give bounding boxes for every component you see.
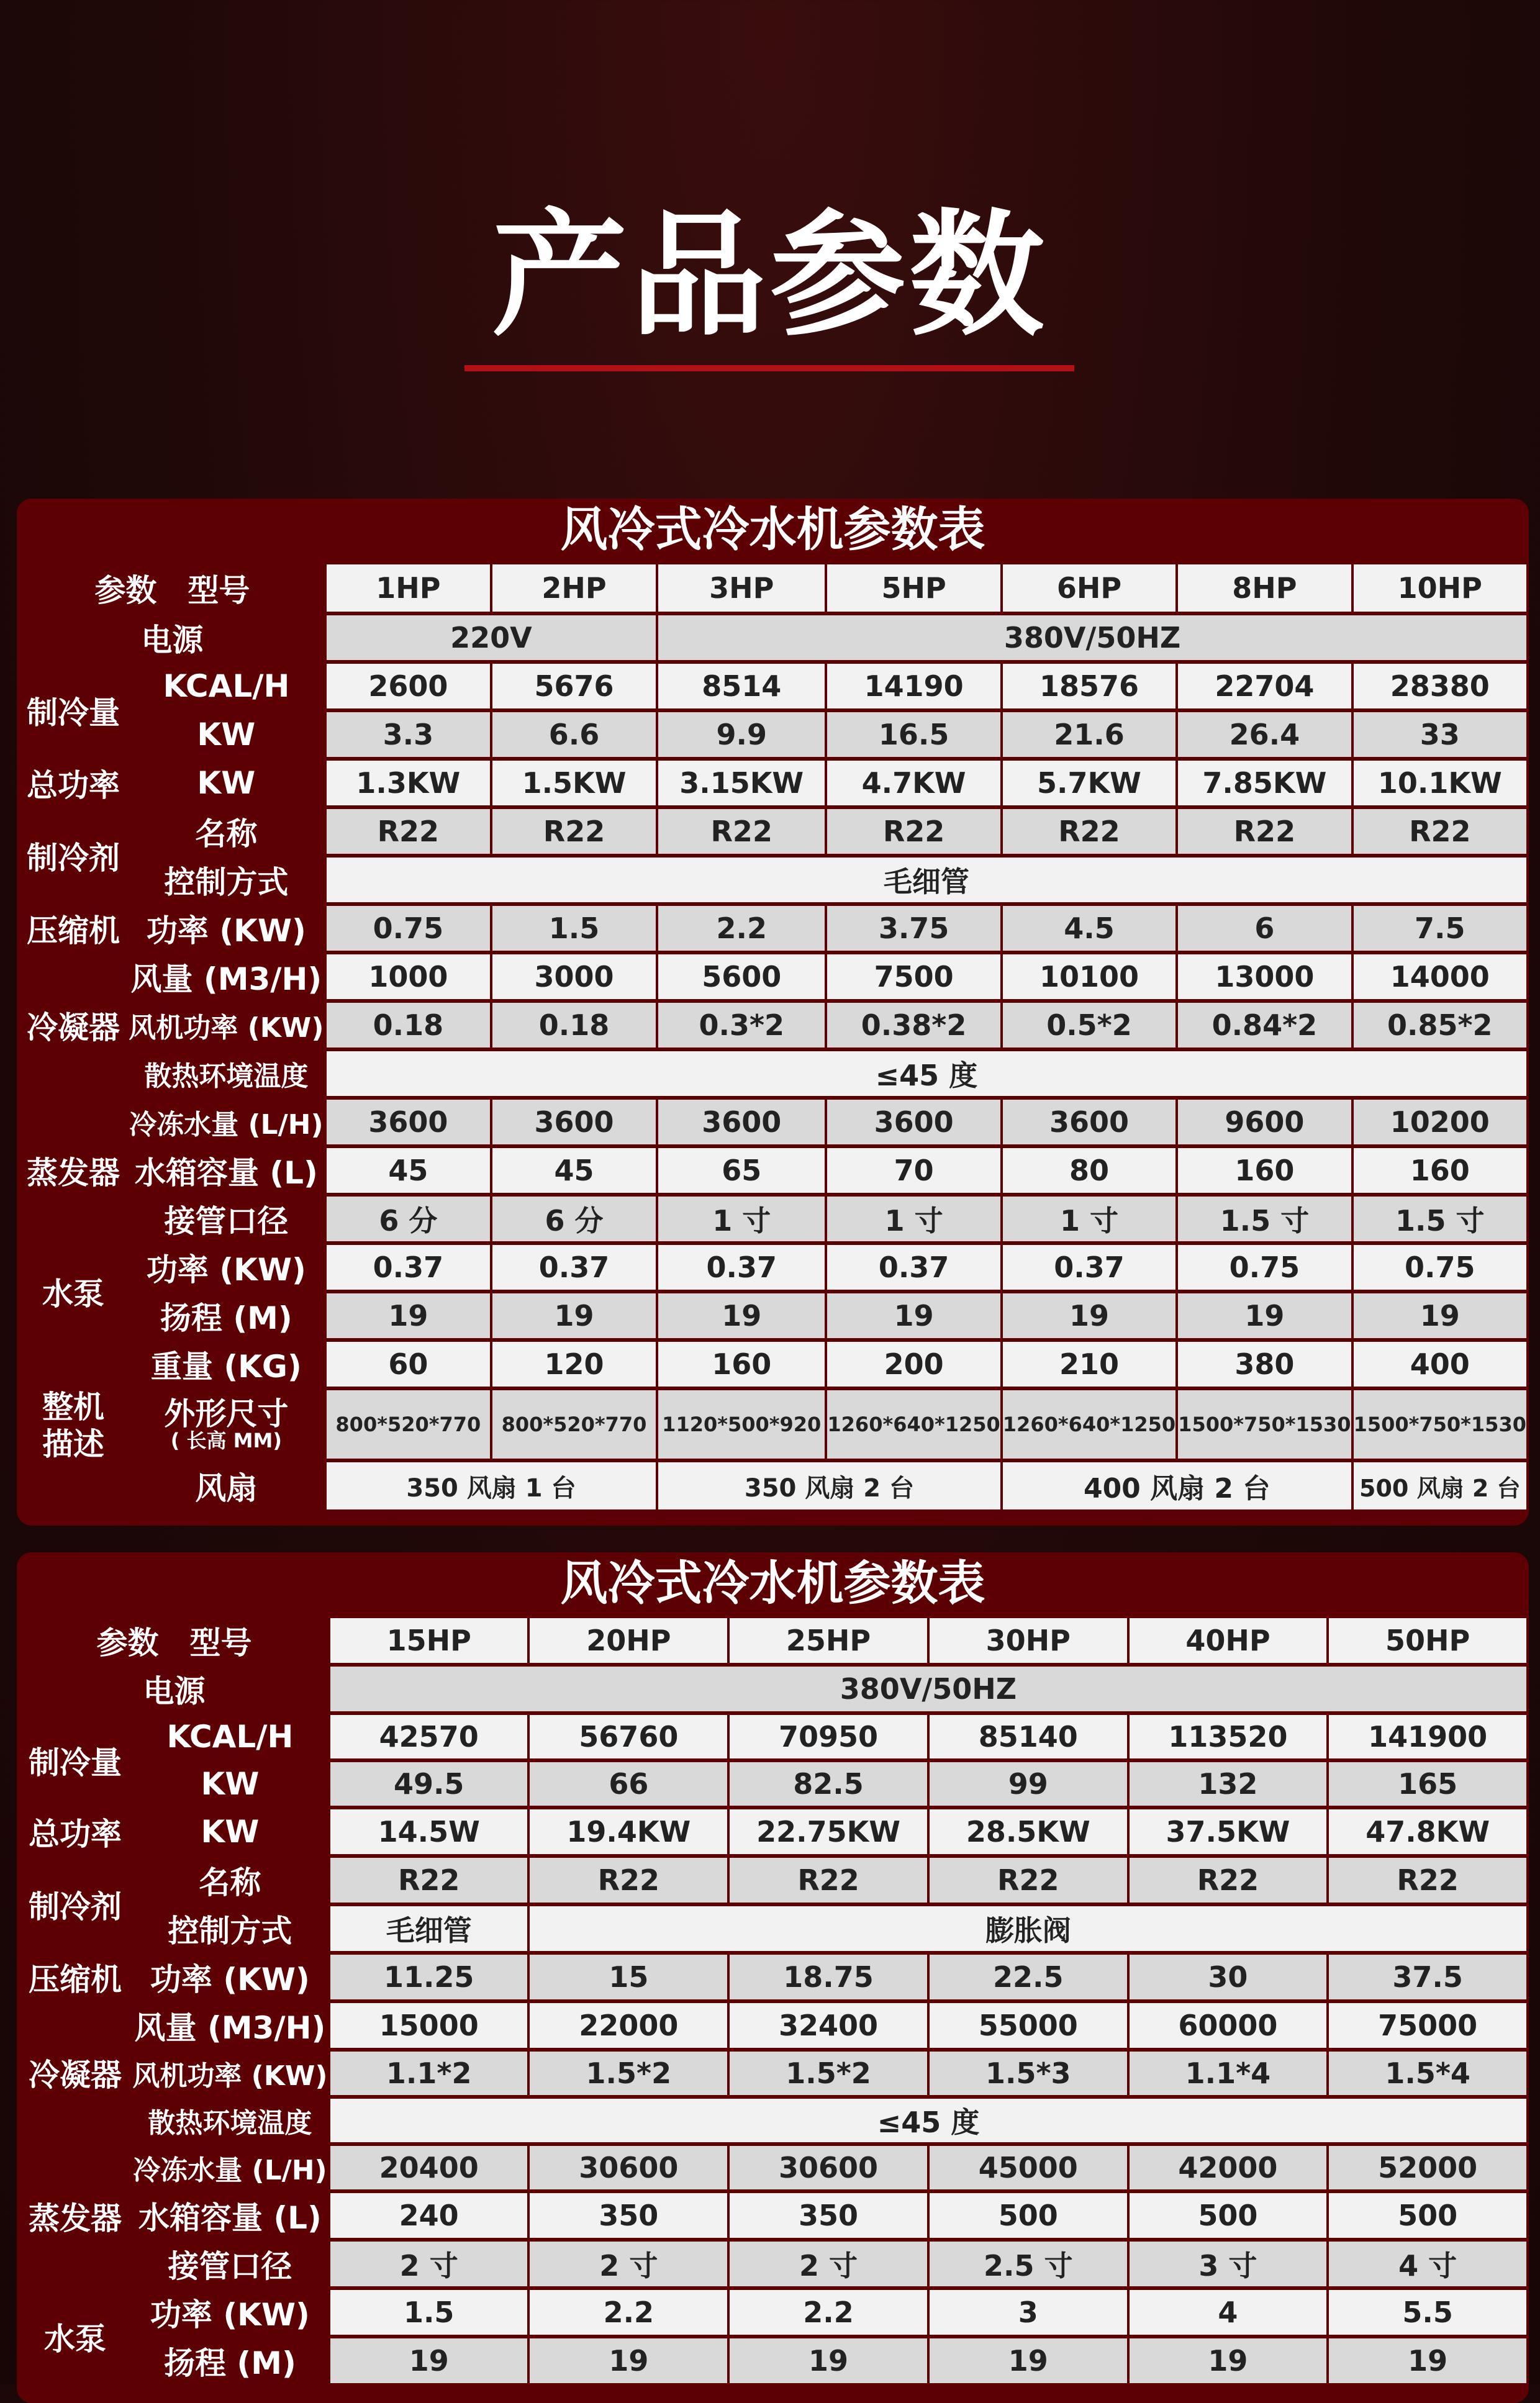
cell: 2.2 (730, 2290, 927, 2335)
cell: 1000 (327, 954, 490, 999)
table-row (20, 1715, 1526, 1758)
cell: 141900 (1329, 1715, 1526, 1758)
cell: 5.5 (1329, 2290, 1526, 2335)
cell: 1.5 (330, 2290, 528, 2335)
cell: 1.1*2 (330, 2052, 528, 2095)
cell: 19 (1354, 1293, 1526, 1338)
cell: 3.75 (827, 906, 1000, 951)
cell: 3600 (658, 1100, 825, 1144)
cell: 6 (1178, 906, 1351, 951)
cell: 350 风扇 1 台 (327, 1462, 656, 1509)
dim-label: 外形尺寸 (164, 1396, 289, 1432)
model-header: 3HP (658, 564, 825, 612)
table-row (20, 1858, 1526, 1903)
table-row (20, 2242, 1526, 2286)
table-row (20, 2193, 1526, 2238)
cell: 0.84*2 (1178, 1003, 1351, 1048)
cell: 1260*640*1250 (1003, 1390, 1175, 1459)
cell: R22 (1178, 809, 1351, 854)
cell: 350 (530, 2193, 727, 2238)
table-row (20, 615, 1526, 660)
cell: 70950 (730, 1715, 927, 1758)
table-row (20, 1462, 1526, 1509)
cell: 19 (930, 2338, 1127, 2383)
cell: 0.75 (1178, 1245, 1351, 1290)
cell: 400 风扇 2 台 (1003, 1462, 1351, 1509)
cell: 6 分 (492, 1197, 656, 1241)
row-label: 风机功率 (KW) (129, 1003, 324, 1048)
spec-table-1 (17, 499, 1529, 1526)
table-row (20, 906, 1526, 951)
cell: 66 (530, 1762, 727, 1806)
cell: 14.5W (330, 1809, 528, 1854)
cell: 45000 (930, 2146, 1127, 2189)
table-row (20, 1906, 1526, 1951)
cell: R22 (330, 1858, 528, 1903)
row-label: 水箱容量 (L) (129, 1148, 324, 1193)
cell: 75000 (1329, 2003, 1526, 2048)
row-label: 水箱容量 (L) (132, 2193, 328, 2238)
cell: 18576 (1003, 664, 1175, 708)
table-row (20, 1245, 1526, 1290)
cell: 19 (827, 1293, 1000, 1338)
cell: 85140 (930, 1715, 1127, 1758)
cell: ≤45 度 (327, 1051, 1526, 1096)
cell: 55000 (930, 2003, 1127, 2048)
row-label: KCAL/H (132, 1715, 328, 1758)
cell: 5676 (492, 664, 656, 708)
cell: 37.5KW (1130, 1809, 1327, 1854)
cell: 19 (730, 2338, 927, 2383)
model-header: 40HP (1130, 1618, 1327, 1663)
cell: 60 (327, 1342, 490, 1387)
row-label: 冷冻水量 (L/H) (132, 2146, 328, 2189)
cell: 113520 (1130, 1715, 1327, 1758)
model-header: 1HP (327, 564, 490, 612)
group-label-pump: 水泵 (20, 2290, 130, 2383)
cell: 19 (658, 1293, 825, 1338)
row-label-total-power: 总功率 (20, 761, 126, 805)
group-label-machine (20, 1342, 126, 1509)
cell: 350 风扇 2 台 (658, 1462, 1000, 1509)
row-label: 散热环境温度 (129, 1051, 324, 1096)
cell: 33 (1354, 712, 1526, 757)
table-row (20, 564, 1526, 612)
row-label: KCAL/H (129, 664, 324, 708)
cell: 1.5KW (492, 761, 656, 805)
cell: 0.75 (327, 906, 490, 951)
cell: 21.6 (1003, 712, 1175, 757)
table-row (20, 1100, 1526, 1144)
cell: 28.5KW (930, 1809, 1127, 1854)
table-row (20, 1148, 1526, 1193)
spec-table-2 (17, 1552, 1529, 2403)
table-row (20, 712, 1526, 757)
cell: 19 (1178, 1293, 1351, 1338)
model-header: 15HP (330, 1618, 528, 1663)
cell: 9.9 (658, 712, 825, 757)
cell: 6 分 (327, 1197, 490, 1241)
cell: 1.3KW (327, 761, 490, 805)
cell: 42000 (1130, 2146, 1327, 2189)
cell: 1260*640*1250 (827, 1390, 1000, 1459)
cell: 800*520*770 (327, 1390, 490, 1459)
cell: 132 (1130, 1762, 1327, 1806)
cell: 毛细管 (327, 858, 1526, 902)
cell: 45 (492, 1148, 656, 1193)
cell: 3.3 (327, 712, 490, 757)
row-label: 风量 (M3/H) (132, 2003, 328, 2048)
model-header: 50HP (1329, 1618, 1526, 1663)
cell: 1.5*2 (530, 2052, 727, 2095)
cell: 30600 (730, 2146, 927, 2189)
table-row (20, 1618, 1526, 1663)
cell: 19.4KW (530, 1809, 727, 1854)
cell: 120 (492, 1342, 656, 1387)
cell: 14190 (827, 664, 1000, 708)
row-label-power: 电源 (20, 615, 324, 660)
cell: 4.5 (1003, 906, 1175, 951)
cell: 4 (1130, 2290, 1327, 2335)
cell: 220V (327, 615, 656, 660)
row-label: 接管口径 (132, 2242, 328, 2286)
model-header: 30HP (930, 1618, 1127, 1663)
cell: 380 (1178, 1342, 1351, 1387)
row-label: 冷冻水量 (L/H) (129, 1100, 324, 1144)
corner-label: 参数 型号 (20, 564, 324, 612)
row-label: 扬程 (M) (129, 1293, 324, 1338)
cell: 7500 (827, 954, 1000, 999)
model-header: 5HP (827, 564, 1000, 612)
cell: 1120*500*920 (658, 1390, 825, 1459)
table-row (20, 1293, 1526, 1338)
cell: 500 风扇 2 台 (1354, 1462, 1526, 1509)
row-label: KW (129, 712, 324, 757)
model-header: 20HP (530, 1618, 727, 1663)
row-label: 风机功率 (KW) (132, 2052, 328, 2095)
cell: 0.18 (492, 1003, 656, 1048)
cell: R22 (658, 809, 825, 854)
cell: 18.75 (730, 1955, 927, 1999)
cell: 3000 (492, 954, 656, 999)
cell: 160 (1178, 1148, 1351, 1193)
group-label-evaporator: 蒸发器 (20, 2146, 130, 2286)
cell: 19 (1329, 2338, 1526, 2383)
row-label: 重量 (KG) (129, 1342, 324, 1387)
cell: 7.5 (1354, 906, 1526, 951)
cell: 28380 (1354, 664, 1526, 708)
row-label: 控制方式 (129, 858, 324, 902)
cell: 99 (930, 1762, 1127, 1806)
row-label: KW (132, 1762, 328, 1806)
cell: 80 (1003, 1148, 1175, 1193)
cell: 11.25 (330, 1955, 528, 1999)
cell: 49.5 (330, 1762, 528, 1806)
cell: 14000 (1354, 954, 1526, 999)
cell: 1500*750*1530 (1354, 1390, 1526, 1459)
cell: 82.5 (730, 1762, 927, 1806)
cell: 2.2 (530, 2290, 727, 2335)
cell: 22.5 (930, 1955, 1127, 1999)
dim-sub-label: ( 长高 MM) (170, 1429, 282, 1452)
row-label: 功率 (KW) (132, 1955, 328, 1999)
cell: 9600 (1178, 1100, 1351, 1144)
cell: 1 寸 (658, 1197, 825, 1241)
cell: 3600 (827, 1100, 1000, 1144)
cell: 160 (1354, 1148, 1526, 1193)
cell: 15000 (330, 2003, 528, 2048)
table-row (20, 2003, 1526, 2048)
table-row (20, 2338, 1526, 2383)
group-label-condenser: 冷凝器 (20, 954, 126, 1096)
cell: 500 (1329, 2193, 1526, 2238)
cell: 1 寸 (1003, 1197, 1175, 1241)
cell: 1.1*4 (1130, 2052, 1327, 2095)
cell: 380V/50HZ (658, 615, 1526, 660)
cell: 3 寸 (1130, 2242, 1327, 2286)
cell: 200 (827, 1342, 1000, 1387)
row-label: 功率 (KW) (132, 2290, 328, 2335)
row-label: 接管口径 (129, 1197, 324, 1241)
cell: 0.85*2 (1354, 1003, 1526, 1048)
cell: 8514 (658, 664, 825, 708)
cell: 1.5 寸 (1178, 1197, 1351, 1241)
cell: 20400 (330, 2146, 528, 2189)
cell: 3.15KW (658, 761, 825, 805)
cell: 165 (1329, 1762, 1526, 1806)
cell: R22 (827, 809, 1000, 854)
corner-label: 参数 型号 (20, 1618, 328, 1663)
cell: 0.37 (492, 1245, 656, 1290)
cell: 19 (1003, 1293, 1175, 1338)
cell: 0.37 (1003, 1245, 1175, 1290)
cell: 380V/50HZ (330, 1667, 1526, 1711)
cell: 19 (1130, 2338, 1327, 2383)
row-label: 风扇 (129, 1462, 324, 1509)
cell: 30600 (530, 2146, 727, 2189)
cell: 500 (930, 2193, 1127, 2238)
cell: 7.85KW (1178, 761, 1351, 805)
cell: 22000 (530, 2003, 727, 2048)
model-header: 6HP (1003, 564, 1175, 612)
row-label-compressor: 压缩机 (20, 1955, 130, 1999)
row-label-power: 电源 (20, 1667, 328, 1711)
cell: 4.7KW (827, 761, 1000, 805)
cell: 160 (658, 1342, 825, 1387)
cell: 10.1KW (1354, 761, 1526, 805)
cell: 10100 (1003, 954, 1175, 999)
cell: 6.6 (492, 712, 656, 757)
cell: 240 (330, 2193, 528, 2238)
table-row (20, 1197, 1526, 1241)
table-row (20, 1809, 1526, 1854)
cell: 56760 (530, 1715, 727, 1758)
row-label: 控制方式 (132, 1906, 328, 1951)
table-heading: 风冷式冷水机参数表 (17, 499, 1529, 561)
cell: 47.8KW (1329, 1809, 1526, 1854)
table-row (20, 761, 1526, 805)
model-header: 10HP (1354, 564, 1526, 612)
cell: 2600 (327, 664, 490, 708)
cell: 16.5 (827, 712, 1000, 757)
table-row (20, 2052, 1526, 2095)
row-label-compressor: 压缩机 (20, 906, 126, 951)
cell: 10200 (1354, 1100, 1526, 1144)
model-header: 2HP (492, 564, 656, 612)
cell: 0.37 (827, 1245, 1000, 1290)
table-row (20, 1051, 1526, 1096)
cell: 70 (827, 1148, 1000, 1193)
cell: 52000 (1329, 2146, 1526, 2189)
table-row (20, 1955, 1526, 1999)
model-header: 8HP (1178, 564, 1351, 612)
row-label: 风量 (M3/H) (129, 954, 324, 999)
cell: 2 寸 (530, 2242, 727, 2286)
spec-grid (18, 561, 1529, 1513)
cell: 32400 (730, 2003, 927, 2048)
cell: 2.2 (658, 906, 825, 951)
cell: 800*520*770 (492, 1390, 656, 1459)
cell: R22 (1329, 1858, 1526, 1903)
cell: 400 (1354, 1342, 1526, 1387)
model-header: 25HP (730, 1618, 927, 1663)
cell: 3600 (1003, 1100, 1175, 1144)
table-row (20, 1390, 1526, 1459)
cell: R22 (492, 809, 656, 854)
table-row (20, 1667, 1526, 1711)
group-label-refrigerant: 制冷剂 (20, 809, 126, 902)
cell: 13000 (1178, 954, 1351, 999)
group-label-cooling: 制冷量 (20, 1715, 130, 1806)
table-row (20, 1342, 1526, 1387)
cell: 65 (658, 1148, 825, 1193)
table-heading: 风冷式冷水机参数表 (17, 1552, 1529, 1614)
row-label: KW (132, 1809, 328, 1854)
cell: 22.75KW (730, 1809, 927, 1854)
cell: 30 (1130, 1955, 1327, 1999)
table-row (20, 858, 1526, 902)
cell: 3600 (327, 1100, 490, 1144)
cell: 2 寸 (330, 2242, 528, 2286)
cell: 1500*750*1530 (1178, 1390, 1351, 1459)
table-row (20, 2290, 1526, 2335)
cell: 0.37 (327, 1245, 490, 1290)
table-row (20, 664, 1526, 708)
cell: R22 (327, 809, 490, 854)
cell: 5.7KW (1003, 761, 1175, 805)
cell: R22 (1130, 1858, 1327, 1903)
cell: R22 (930, 1858, 1127, 1903)
page-title: 产品参数 (492, 197, 1048, 355)
group-label-pump: 水泵 (20, 1245, 126, 1338)
machine-label-line-1: 整机 (42, 1389, 104, 1425)
table-row (20, 1762, 1526, 1806)
row-label: 扬程 (M) (132, 2338, 328, 2383)
cell: 42570 (330, 1715, 528, 1758)
cell: 0.38*2 (827, 1003, 1000, 1048)
cell: R22 (1354, 809, 1526, 854)
row-label-dimensions (129, 1390, 324, 1459)
cell: 2 寸 (730, 2242, 927, 2286)
cell: 0.5*2 (1003, 1003, 1175, 1048)
cell: 19 (492, 1293, 656, 1338)
cell: 膨胀阀 (530, 1906, 1526, 1951)
cell: 19 (530, 2338, 727, 2383)
cell: 26.4 (1178, 712, 1351, 757)
cell: R22 (530, 1858, 727, 1903)
table-row (20, 2099, 1526, 2142)
cell: 1.5*3 (930, 2052, 1127, 2095)
cell: 5600 (658, 954, 825, 999)
cell: 3600 (492, 1100, 656, 1144)
cell: 毛细管 (330, 1906, 528, 1951)
cell: 210 (1003, 1342, 1175, 1387)
cell: 37.5 (1329, 1955, 1526, 1999)
cell: 1.5*2 (730, 2052, 927, 2095)
cell: 15 (530, 1955, 727, 1999)
row-label: 名称 (132, 1858, 328, 1903)
cell: 1 寸 (827, 1197, 1000, 1241)
table-row (20, 954, 1526, 999)
cell: 3 (930, 2290, 1127, 2335)
spec-grid (18, 1614, 1529, 2387)
cell: ≤45 度 (330, 2099, 1526, 2142)
cell: 350 (730, 2193, 927, 2238)
cell: 1.5 (492, 906, 656, 951)
row-label: 功率 (KW) (129, 906, 324, 951)
title-underline (464, 365, 1074, 371)
group-label-cooling: 制冷量 (20, 664, 126, 757)
cell: 19 (330, 2338, 528, 2383)
cell: 2.5 寸 (930, 2242, 1127, 2286)
row-label: 名称 (129, 809, 324, 854)
cell: R22 (1003, 809, 1175, 854)
cell: 22704 (1178, 664, 1351, 708)
table-row (20, 809, 1526, 854)
group-label-refrigerant: 制冷剂 (20, 1858, 130, 1951)
row-label: KW (129, 761, 324, 805)
cell: 1.5 寸 (1354, 1197, 1526, 1241)
cell: 500 (1130, 2193, 1327, 2238)
group-label-evaporator: 蒸发器 (20, 1100, 126, 1241)
cell: 0.75 (1354, 1245, 1526, 1290)
cell: 4 寸 (1329, 2242, 1526, 2286)
table-row (20, 1003, 1526, 1048)
group-label-condenser: 冷凝器 (20, 2003, 130, 2142)
cell: 0.37 (658, 1245, 825, 1290)
cell: 0.18 (327, 1003, 490, 1048)
cell: 45 (327, 1148, 490, 1193)
cell: 0.3*2 (658, 1003, 825, 1048)
row-label: 功率 (KW) (129, 1245, 324, 1290)
cell: R22 (730, 1858, 927, 1903)
cell: 60000 (1130, 2003, 1327, 2048)
row-label: 散热环境温度 (132, 2099, 328, 2142)
machine-label-line-2: 描述 (42, 1426, 104, 1462)
row-label-total-power: 总功率 (20, 1809, 130, 1854)
table-row (20, 2146, 1526, 2189)
cell: 1.5*4 (1329, 2052, 1526, 2095)
cell: 19 (327, 1293, 490, 1338)
